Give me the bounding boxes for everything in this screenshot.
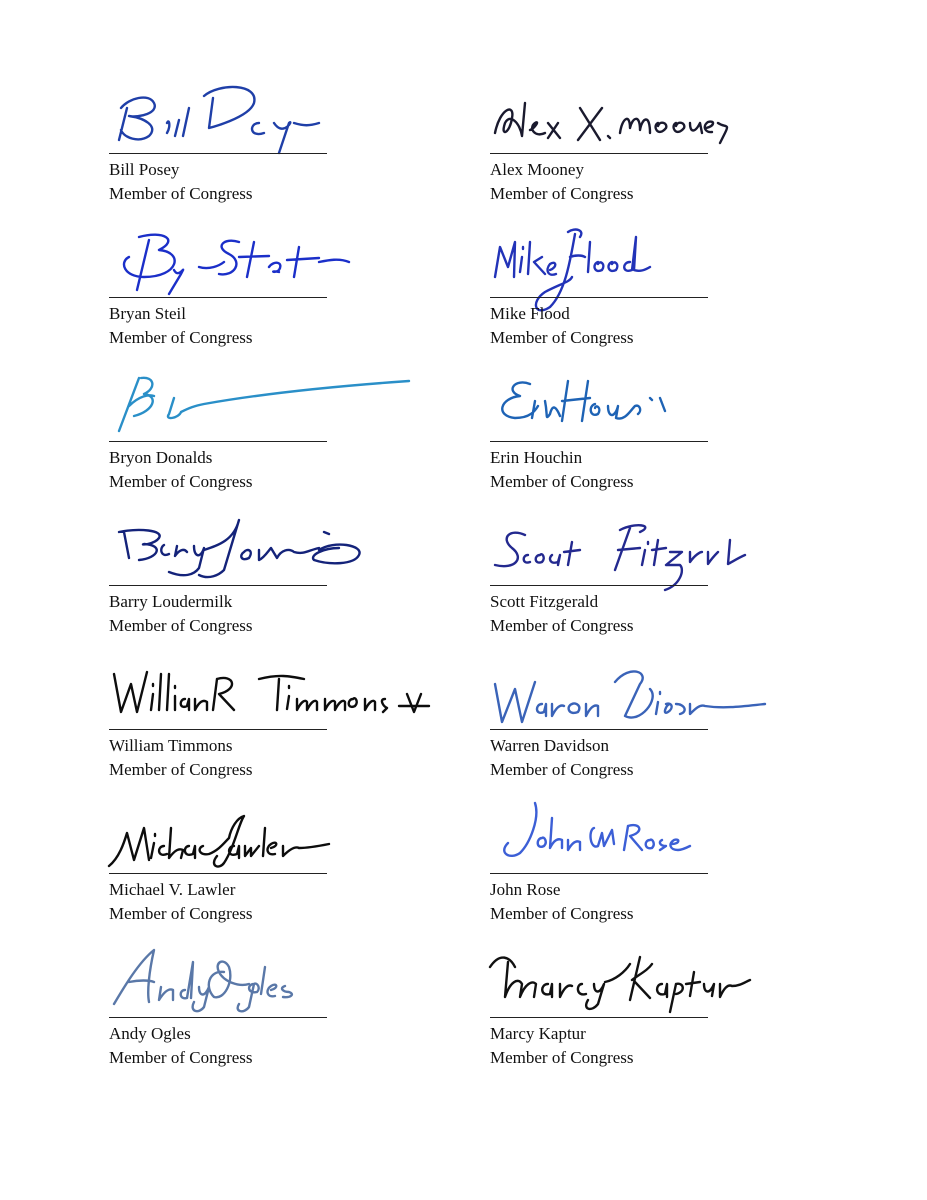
handwritten-signature <box>490 366 790 441</box>
signatory-title: Member of Congress <box>490 760 634 779</box>
signature-line <box>109 153 327 154</box>
signatory-name: Mike Flood <box>490 304 570 323</box>
signatory-title: Member of Congress <box>109 904 253 923</box>
handwritten-signature <box>109 798 409 873</box>
signature-line <box>490 297 708 298</box>
signature-line <box>109 1017 327 1018</box>
signature-line <box>109 729 327 730</box>
signature-line <box>490 729 708 730</box>
signatory-title: Member of Congress <box>109 760 253 779</box>
signatory-name: Erin Houchin <box>490 448 583 467</box>
signatory-name: Barry Loudermilk <box>109 592 233 611</box>
signatory-name: Bryon Donalds <box>109 448 213 467</box>
handwritten-signature <box>490 78 790 153</box>
signatory-title: Member of Congress <box>490 616 634 635</box>
signature-block <box>109 366 409 506</box>
handwritten-signature <box>109 654 409 729</box>
handwritten-signature <box>109 510 409 585</box>
signature-block <box>490 510 790 650</box>
signatory-title: Member of Congress <box>109 1048 253 1067</box>
signatory-name: William Timmons <box>109 736 233 755</box>
signature-line <box>490 1017 708 1018</box>
signature-block <box>490 798 790 938</box>
signature-line <box>109 441 327 442</box>
signature-line <box>490 873 708 874</box>
signature-block <box>490 942 790 1082</box>
signatory-title: Member of Congress <box>490 472 634 491</box>
signature-block <box>109 222 409 362</box>
signatory-name: Warren Davidson <box>490 736 610 755</box>
signatory-title: Member of Congress <box>109 472 253 491</box>
signatory-name: Marcy Kaptur <box>490 1024 586 1043</box>
handwritten-signature <box>109 942 409 1017</box>
signature-block <box>490 366 790 506</box>
signatory-name: Scott Fitzgerald <box>490 592 599 611</box>
signature-block <box>490 654 790 794</box>
signatory-title: Member of Congress <box>109 184 253 203</box>
handwritten-signature <box>490 942 790 1017</box>
handwritten-signature <box>109 78 409 153</box>
signatory-title: Member of Congress <box>109 616 253 635</box>
signature-block <box>109 654 409 794</box>
signature-line <box>109 585 327 586</box>
handwritten-signature <box>109 222 409 297</box>
handwritten-signature <box>490 510 790 585</box>
handwritten-signature <box>490 798 790 873</box>
signature-block <box>109 798 409 938</box>
signature-block <box>109 510 409 650</box>
signatory-name: Alex Mooney <box>490 160 584 179</box>
handwritten-signature <box>490 222 790 297</box>
signature-block <box>490 222 790 362</box>
signature-line <box>490 441 708 442</box>
signatory-name: Bill Posey <box>109 160 180 179</box>
signature-block <box>109 78 409 218</box>
handwritten-signature <box>109 366 409 441</box>
signatory-title: Member of Congress <box>490 184 634 203</box>
signature-block <box>490 78 790 218</box>
signature-line <box>490 585 708 586</box>
signatory-title: Member of Congress <box>490 904 634 923</box>
signature-line <box>490 153 708 154</box>
signature-block <box>109 942 409 1082</box>
signatory-title: Member of Congress <box>490 1048 634 1067</box>
signatory-name: Andy Ogles <box>109 1024 191 1043</box>
signatory-name: Michael V. Lawler <box>109 880 236 899</box>
signature-line <box>109 297 327 298</box>
signatory-title: Member of Congress <box>490 328 634 347</box>
signatory-name: John Rose <box>490 880 561 899</box>
handwritten-signature <box>490 654 790 729</box>
signatory-name: Bryan Steil <box>109 304 186 323</box>
signature-line <box>109 873 327 874</box>
signatory-title: Member of Congress <box>109 328 253 347</box>
